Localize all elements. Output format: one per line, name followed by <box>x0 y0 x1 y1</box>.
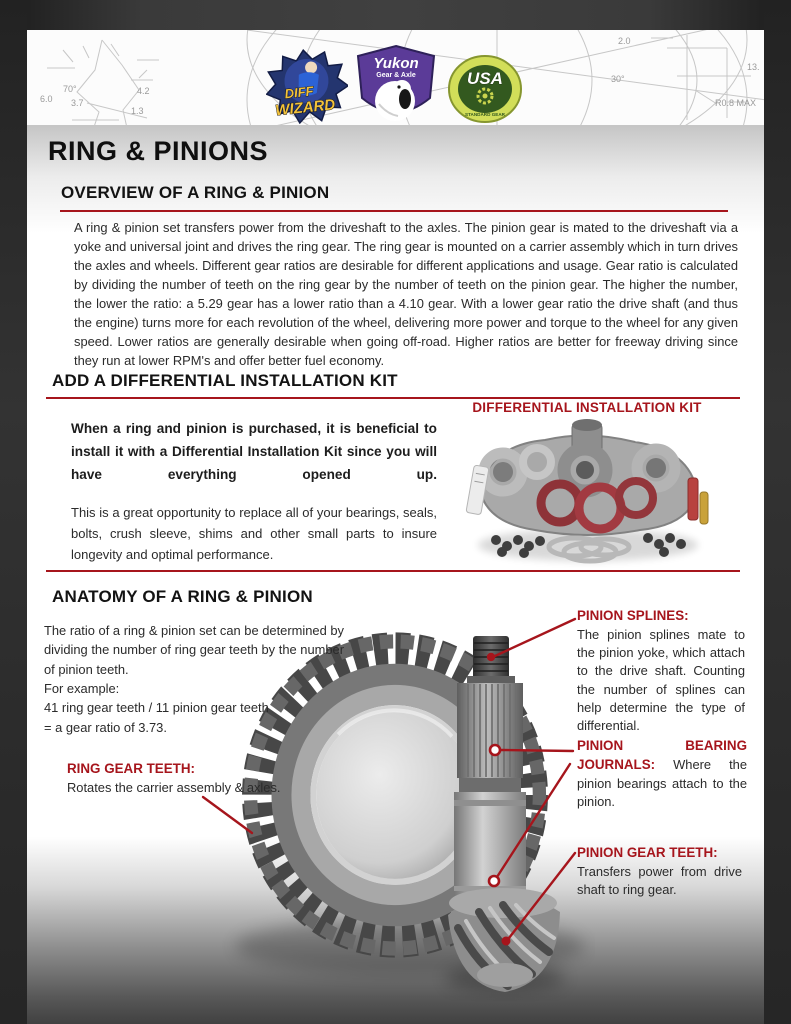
usa-subtext: STANDARD GEAR <box>465 112 505 117</box>
usa-text: USA <box>467 69 503 88</box>
frame-top <box>0 0 791 30</box>
diff-wizard-logo <box>266 48 348 124</box>
callout-pinion-bearing-journals-title: PINION BEARING JOURNALS: <box>577 738 747 772</box>
install-kit-heading: ADD A DIFFERENTIAL INSTALLATION KIT <box>52 371 398 390</box>
yukon-subtext: Gear & Axle <box>376 72 416 79</box>
dim-6-0: 6.0 <box>40 94 53 104</box>
anatomy-intro-text: The ratio of a ring & pinion set can be determined by dividing the number of ring gear teeth by the number of pinion teeth. <box>44 623 344 677</box>
install-kit-body: This is a great opportunity to replace all of your bearings, seals, bolts, crush sleeve, shims and other small parts to insure longevity and optimal performance. <box>71 505 437 562</box>
dim-r08max: R0.8 MAX <box>715 98 757 108</box>
yukon-gear-axle-logo <box>352 44 440 125</box>
diff-wizard-text-line2: WIZARD <box>274 96 336 120</box>
overview-heading: OVERVIEW OF A RING & PINION <box>61 183 330 202</box>
callout-ring-gear-teeth-body: Rotates the carrier assembly & axles. <box>67 779 281 795</box>
dim-13: 13. <box>747 62 760 72</box>
yukon-text: Yukon <box>373 55 419 72</box>
page-title: RING & PINIONS <box>48 136 269 166</box>
anatomy-example-label: For example: <box>44 681 120 697</box>
install-kit-image-label: DIFFERENTIAL INSTALLATION KIT <box>472 400 702 415</box>
callout-ring-gear-teeth-title: RING GEAR TEETH: <box>67 761 195 776</box>
usa-standard-gear-logo <box>447 54 523 124</box>
callout-pinion-gear-teeth-body: Transfers power from drive shaft to ring gear. <box>577 863 742 898</box>
dim-30deg: 30° <box>611 74 625 84</box>
dim-4-2: 4.2 <box>137 86 150 96</box>
page-background <box>27 125 764 1024</box>
frame-left <box>0 0 27 1024</box>
callout-pinion-gear-teeth-title: PINION GEAR TEETH: <box>577 845 718 860</box>
dim-3-7: 3.7 <box>71 98 84 108</box>
callout-pinion-bearing-journals-body: Where the pinion bearings attach to the pinion. <box>577 756 747 809</box>
frame-right <box>764 0 791 1024</box>
install-kit-lead: When a ring and pinion is purchased, it is beneficial to install it with a Differential Installation Kit since you will have everything opened up. <box>71 421 437 483</box>
anatomy-example-line1: 41 ring gear teeth / 11 pinion gear teeth <box>44 700 269 716</box>
anatomy-heading: ANATOMY OF A RING & PINION <box>52 587 313 606</box>
overview-body: A ring & pinion set transfers power from the driveshaft to the axles. The pinion gear is mated to the driveshaft via a yoke and universal joint and drives the ring gear. The ring gear is mounted on a carrier assembly which in turn drives the axles and wheels. Different gear ratios are desirable for different applications and usage. Gear ratio is calculated by dividing the number of teeth on the ring gear by the number of teeth on the pinion gear. The higher the number, the lower the ratio: a 5.29 gear has a lower ratio than a 4.10 gear. With a lower gear ratio the drive shaft (and thus the engine) turns more for each revolution of the wheel, delivering more power and torque to the wheel for any given speed. Lower ratios are generally desirable when going off-road. Higher ratios are better for freeway driving since they run at lower RPM's and offer better fuel economy. <box>74 220 738 368</box>
blueprint-banner <box>27 30 764 125</box>
callout-pinion-splines-body: The pinion splines mate to the pinion yoke, which attach to the drive shaft. Counting the number of splines can help determine the type of differential. <box>577 626 745 734</box>
dim-70deg: 70° <box>63 84 77 94</box>
anatomy-example-line2: = a gear ratio of 3.73. <box>44 719 167 735</box>
callout-pinion-splines-title: PINION SPLINES: <box>577 608 689 623</box>
dim-1-3: 1.3 <box>131 106 144 116</box>
diff-wizard-text-line1: DIFF <box>283 83 315 102</box>
dim-2-0: 2.0 <box>618 36 631 46</box>
